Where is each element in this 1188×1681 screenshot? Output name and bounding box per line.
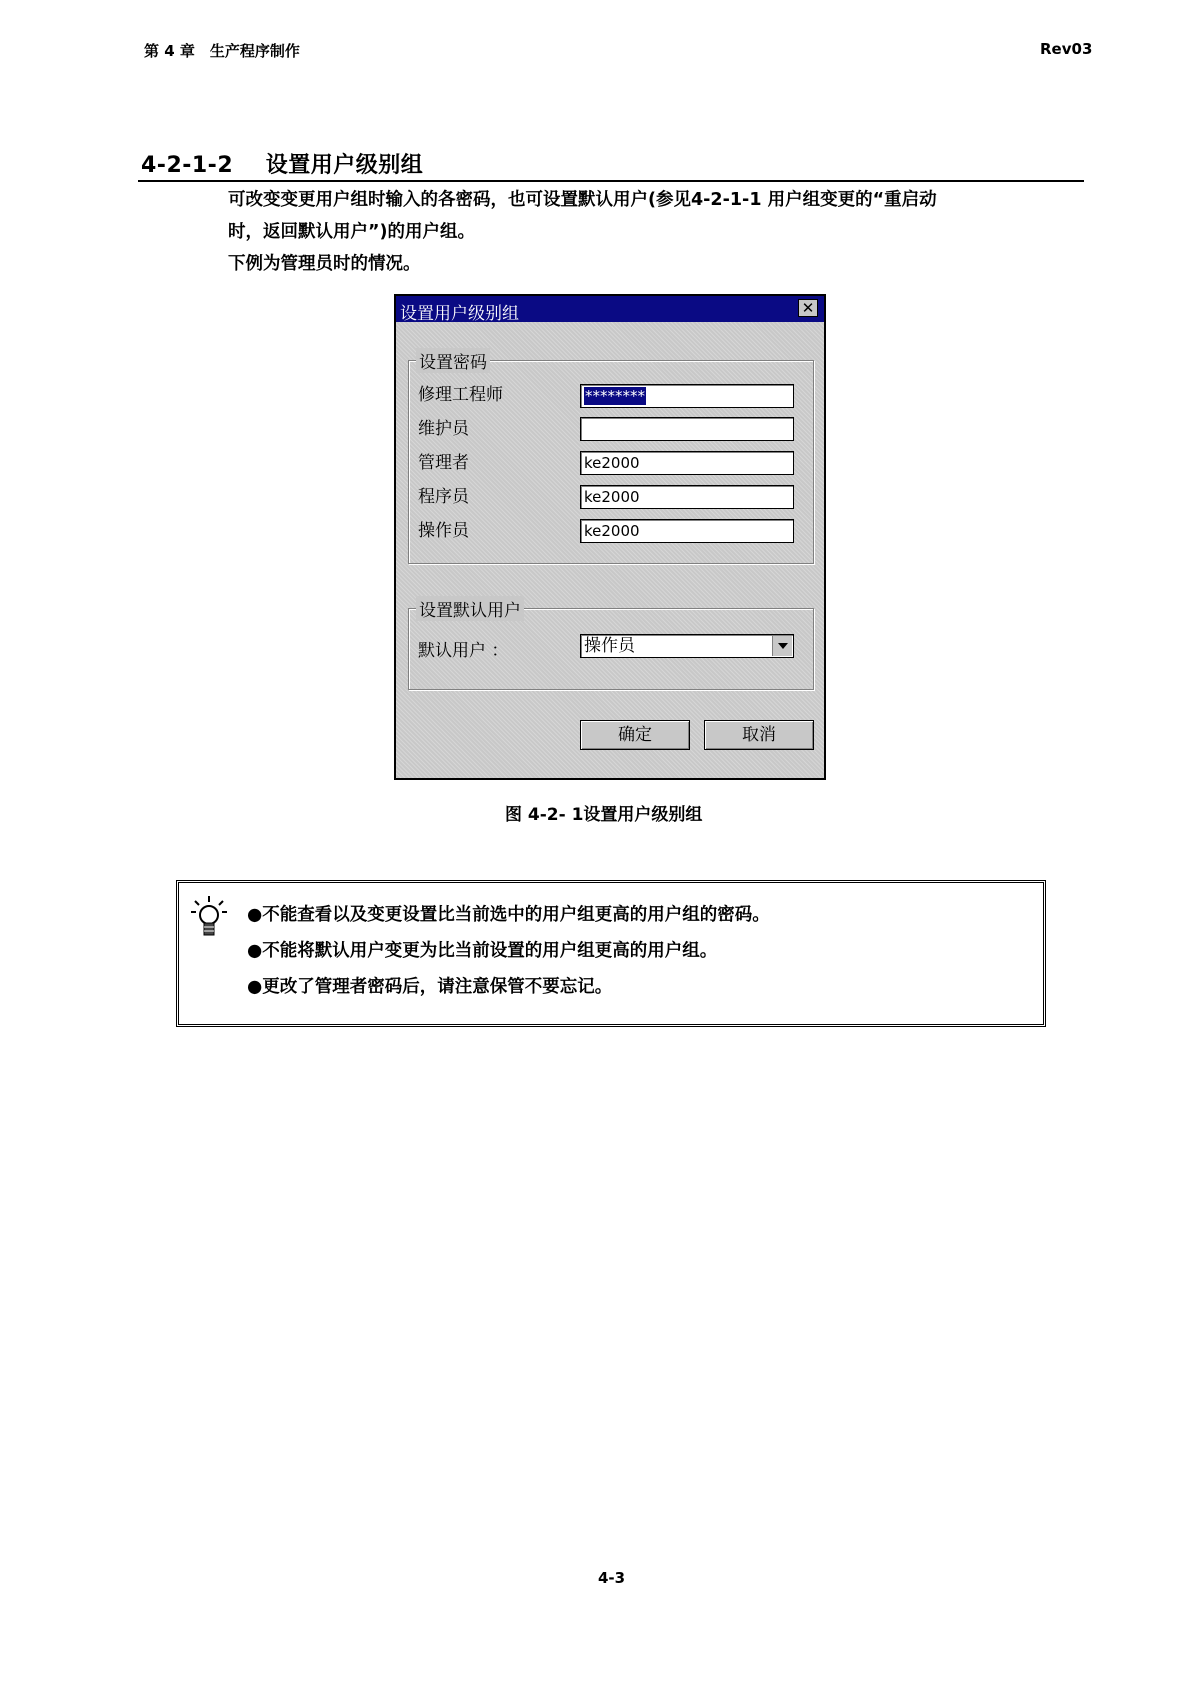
field-label-programmer: 程序员 <box>418 487 469 507</box>
default-user-selected-value: 操作员 <box>584 636 635 656</box>
figure-caption: 图 4-2- 1设置用户级别组 <box>505 805 703 825</box>
field-label-maintainer: 维护员 <box>418 419 469 439</box>
section-number: 4-2-1-2 <box>141 153 234 178</box>
maintainer-password-input[interactable] <box>580 417 794 441</box>
field-label-manager: 管理者 <box>418 453 469 473</box>
password-group-legend: 设置密码 <box>416 348 490 373</box>
section-divider <box>138 180 1084 182</box>
dialog-titlebar <box>396 296 824 322</box>
field-label-repair-engineer: 修理工程师 <box>418 385 503 405</box>
field-label-operator: 操作员 <box>418 521 469 541</box>
note-line-1: ●不能查看以及变更设置比当前选中的用户组更高的用户组的密码。 <box>247 905 770 925</box>
note-line-3: ●更改了管理者密码后，请注意保管不要忘记。 <box>247 977 613 997</box>
default-user-select[interactable] <box>580 634 794 658</box>
dropdown-button[interactable] <box>772 636 792 656</box>
revision-label: Rev03 <box>1040 40 1093 58</box>
dialog-title: 设置用户级别组 <box>400 304 519 324</box>
lightbulb-icon <box>189 895 229 939</box>
user-level-dialog <box>394 294 826 780</box>
paragraph-line-2: 时，返回默认用户”)的用户组。 <box>228 222 475 242</box>
paragraph-line-3: 下例为管理员时的情况。 <box>228 254 421 274</box>
paragraph-line-1: 可改变变更用户组时输入的各密码，也可设置默认用户(参见4-2-1-1 用户组变更的“重启动 <box>228 190 937 210</box>
repair-engineer-password-input[interactable] <box>580 384 794 408</box>
note-line-2: ●不能将默认用户变更为比当前设置的用户组更高的用户组。 <box>247 941 718 961</box>
section-title: 设置用户级别组 <box>265 153 424 178</box>
section-heading <box>141 148 423 179</box>
page-number: 4-3 <box>598 1569 626 1587</box>
default-user-label: 默认用户 ： <box>418 641 509 661</box>
chapter-header: 第 4 章 生产程序制作 <box>144 42 300 60</box>
cancel-button[interactable]: 取消 <box>704 720 814 750</box>
default-user-group-legend: 设置默认用户 <box>416 596 524 621</box>
chevron-down-icon <box>778 643 788 649</box>
repair-engineer-password-value: ******** <box>585 387 645 405</box>
operator-password-input[interactable]: ke2000 <box>580 519 794 543</box>
ok-button[interactable]: 确定 <box>580 720 690 750</box>
note-box <box>176 880 1046 1027</box>
programmer-password-input[interactable]: ke2000 <box>580 485 794 509</box>
manager-password-input[interactable]: ke2000 <box>580 451 794 475</box>
close-icon[interactable]: ✕ <box>798 299 818 317</box>
